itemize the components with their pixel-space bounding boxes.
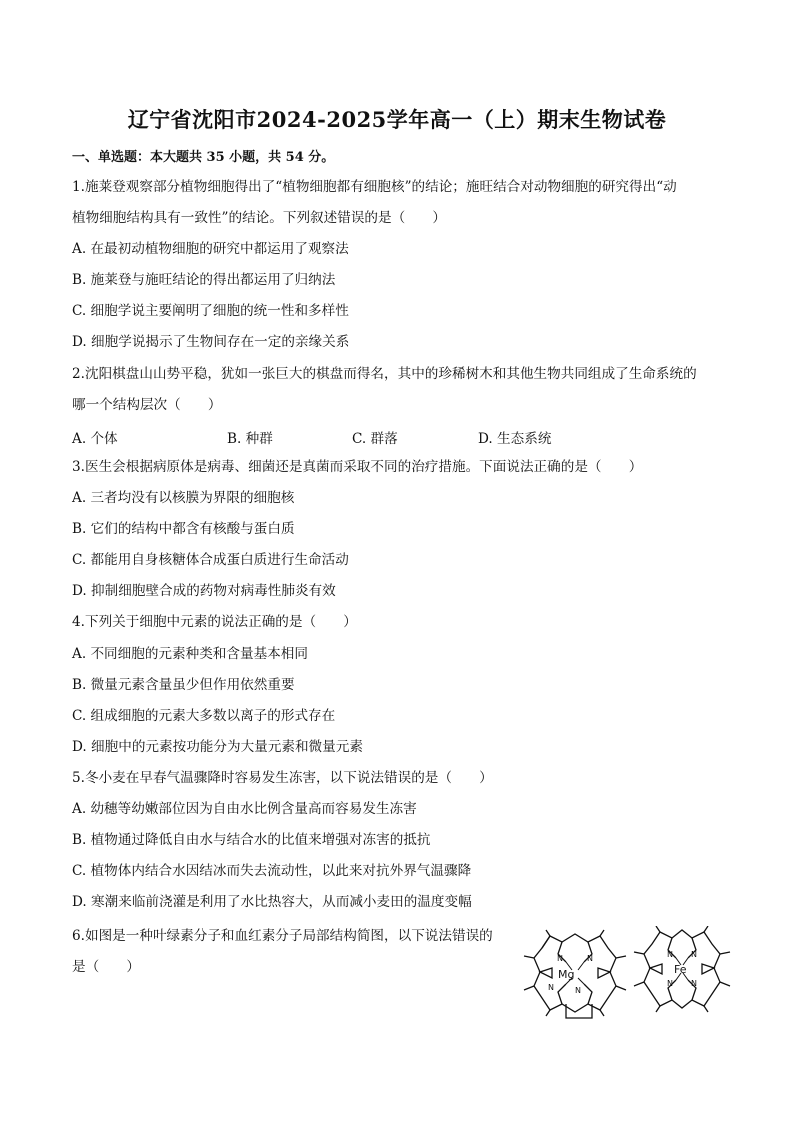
q1-option-b: B. 施莱登与施旺结论的得出都运用了归纳法 bbox=[72, 272, 336, 288]
q4-option-b: B. 微量元素含量虽少但作用依然重要 bbox=[72, 677, 295, 693]
heme-structure-diagram bbox=[632, 926, 732, 1014]
q3-option-a: A. 三者均没有以核膜为界限的细胞核 bbox=[72, 490, 295, 506]
q2-option-d: D. 生态系统 bbox=[478, 431, 552, 447]
q6-stem-line-2: 是（ ） bbox=[72, 959, 140, 975]
q2-option-c: C. 群落 bbox=[352, 431, 398, 447]
q1-stem-line-2: 植物细胞结构具有一致性”的结论。下列叙述错误的是（ ） bbox=[72, 210, 446, 226]
n-atom-label: N bbox=[667, 979, 673, 988]
page-title: 辽宁省沈阳市2024-2025学年高一（上）期末生物试卷 bbox=[127, 107, 667, 132]
n-atom-label: N bbox=[557, 954, 563, 963]
q5-option-b: B. 植物通过降低自由水与结合水的比值来增强对冻害的抵抗 bbox=[72, 832, 431, 848]
q1-option-a: A. 在最初动植物细胞的研究中都运用了观察法 bbox=[72, 241, 349, 257]
q1-stem-line-1: 1.施莱登观察部分植物细胞得出了“植物细胞都有细胞核”的结论；施旺结合对动物细胞的研究得出“动 bbox=[72, 179, 677, 195]
q4-stem-line-1: 4.下列关于细胞中元素的说法正确的是（ ） bbox=[72, 614, 357, 630]
n-atom-label: N bbox=[587, 954, 593, 963]
q2-stem-line-1: 2.沈阳棋盘山山势平稳，犹如一张巨大的棋盘而得名，其中的珍稀树木和其他生物共同组成了生命系统的 bbox=[72, 366, 697, 382]
n-atom-label: N bbox=[548, 983, 554, 992]
n-atom-label: N bbox=[691, 979, 697, 988]
q3-stem-line-1: 3.医生会根据病原体是病毒、细菌还是真菌而采取不同的治疗措施。下面说法正确的是（ ） bbox=[72, 459, 643, 475]
q4-option-c: C. 组成细胞的元素大多数以离子的形式存在 bbox=[72, 708, 336, 724]
q5-option-a: A. 幼穗等幼嫩部位因为自由水比例含量高而容易发生冻害 bbox=[72, 801, 417, 817]
q5-stem-line-1: 5.冬小麦在早春气温骤降时容易发生冻害，以下说法错误的是（ ） bbox=[72, 770, 493, 786]
q2-option-a: A. 个体 bbox=[72, 431, 118, 447]
q2-option-b: B. 种群 bbox=[227, 431, 273, 447]
section-heading: 一、单选题：本大题共 35 小题，共 54 分。 bbox=[72, 150, 335, 165]
n-atom-label: N bbox=[575, 986, 581, 995]
q3-option-c: C. 都能用自身核糖体合成蛋白质进行生命活动 bbox=[72, 552, 349, 568]
q1-option-c: C. 细胞学说主要阐明了细胞的统一性和多样性 bbox=[72, 303, 349, 319]
n-atom-label: N bbox=[691, 950, 697, 959]
q3-option-d: D. 抑制细胞壁合成的药物对病毒性肺炎有效 bbox=[72, 583, 336, 599]
q3-option-b: B. 它们的结构中都含有核酸与蛋白质 bbox=[72, 521, 295, 537]
q1-option-d: D. 细胞学说揭示了生物间存在一定的亲缘关系 bbox=[72, 334, 350, 350]
fe-label: Fe bbox=[674, 963, 687, 976]
q4-option-a: A. 不同细胞的元素种类和含量基本相同 bbox=[72, 646, 308, 662]
n-atom-label: N bbox=[667, 950, 673, 959]
q5-option-d: D. 寒潮来临前浇灌是利用了水比热容大，从而减小麦田的温度变幅 bbox=[72, 894, 472, 910]
mg-label: Mg bbox=[558, 968, 575, 981]
q6-stem-line-1: 6.如图是一种叶绿素分子和血红素分子局部结构简图，以下说法错误的 bbox=[72, 928, 493, 944]
q5-option-c: C. 植物体内结合水因结冰而失去流动性，以此来对抗外界气温骤降 bbox=[72, 863, 472, 879]
q4-option-d: D. 细胞中的元素按功能分为大量元素和微量元素 bbox=[72, 739, 363, 755]
chlorophyll-structure-diagram bbox=[520, 928, 630, 1020]
q2-stem-line-2: 哪一个结构层次（ ） bbox=[72, 397, 222, 413]
